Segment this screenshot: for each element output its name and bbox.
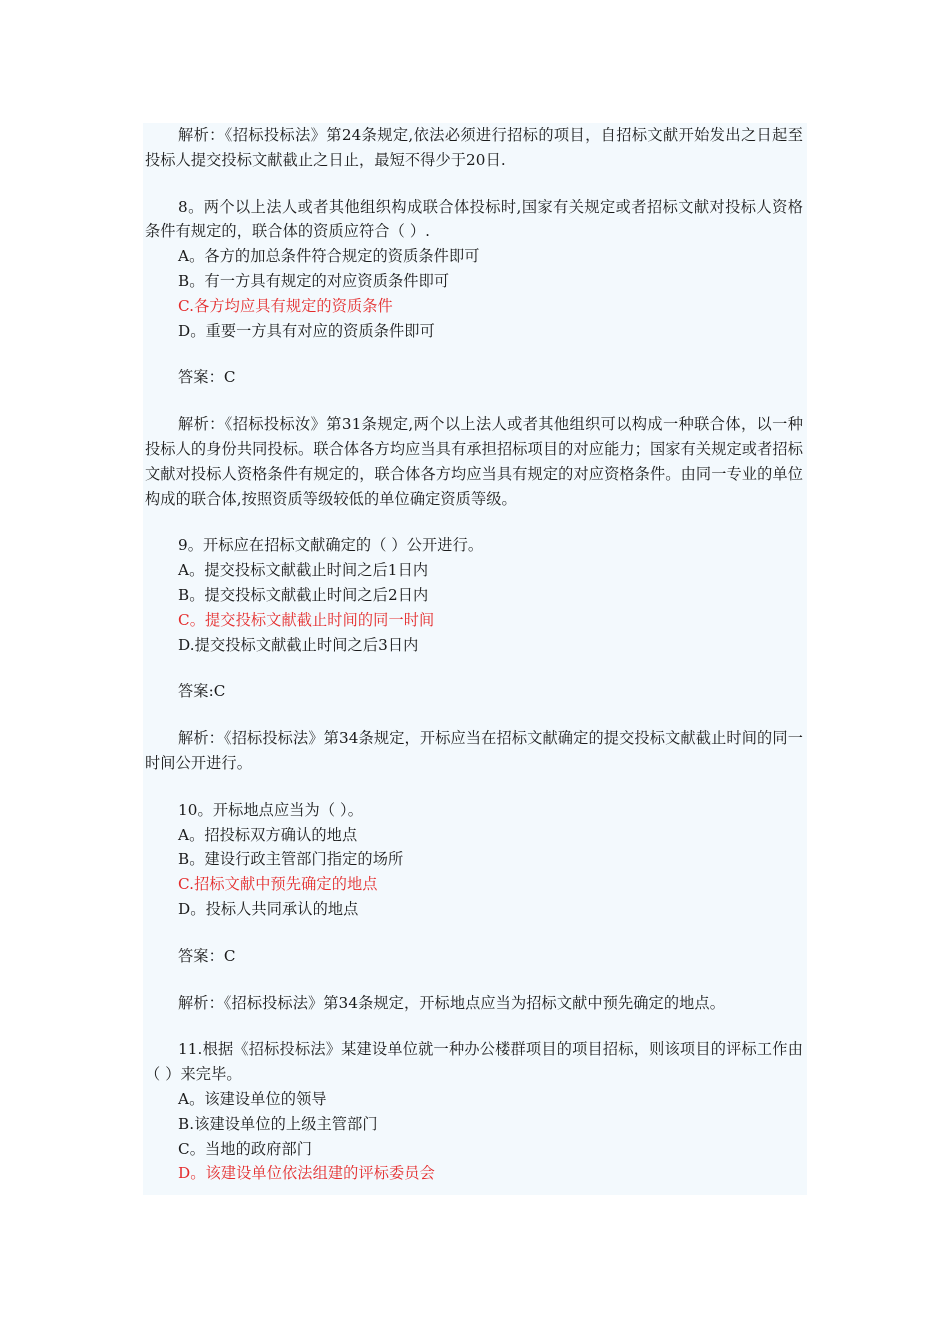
question-9-explanation: 解析：《招标投标法》第34条规定，开标应当在招标文献确定的提交投标文献截止时间的同一时间公开进行。 [145, 729, 803, 772]
question-9-text: 9。开标应在招标文献确定的（ ）公开进行。 [178, 536, 484, 555]
question-9-option-d: D.提交投标文献截止时间之后3日内 [178, 635, 419, 654]
question-8-text: 8。两个以上法人或者其他组织构成联合体投标时,国家有关规定或者招标文献对投标人资格条件有规定的，联合体的资质应符合（ ）. [145, 197, 803, 241]
document-body [143, 123, 807, 1195]
question-9-answer: 答案:C [178, 682, 226, 701]
question-10-option-d: D。投标人共同承认的地点 [178, 899, 359, 918]
explanation-text: 解析：《招标投标法》第24条规定,依法必须进行招标的项目，自招标文献开始发出之日起至投标人提交投标文献截止之日止，最短不得少于20日. [145, 126, 803, 169]
question-10-option-a: A。招投标双方确认的地点 [178, 825, 358, 844]
question-11-option-a: A。该建设单位的领导 [178, 1089, 327, 1108]
spacer [145, 1015, 803, 1037]
spacer [145, 173, 803, 195]
spacer [145, 922, 803, 944]
question-8-explanation: 解析：《招标投标汝》第31条规定,两个以上法人或者其他组织可以构成一种联合体，以一种投标人的身份共同投标。联合体各方均应当具有承担招标项目的对应能力；国家有关规定或者招标文献对投标人资格条件有规定的，联合体各方均应当具有规定的对应资格条件。由同一专业的单位构成的联合体,按照资质等级较低的单位确定资质等级。 [145, 415, 803, 508]
question-10-text: 10。开标地点应当为（ ）。 [178, 800, 364, 819]
question-10-explanation: 解析：《招标投标法》第34条规定，开标地点应当为招标文献中预先确定的地点。 [178, 993, 725, 1012]
question-10-answer: 答案：C [178, 946, 236, 965]
question-8-option-d: D。重要一方具有对应的资质条件即可 [178, 321, 435, 340]
question-9-option-b: B。提交投标文献截止时间之后2日内 [178, 585, 429, 604]
question-8-answer: 答案：C [178, 368, 236, 387]
spacer [145, 704, 803, 726]
spacer [145, 657, 803, 679]
question-8-option-b: B。有一方具有规定的对应资质条件即可 [178, 271, 450, 290]
question-11-option-b: B.该建设单位的上级主管部门 [178, 1114, 378, 1133]
question-9-option-c-correct: C。提交投标文献截止时间的同一时间 [178, 610, 435, 629]
spacer [145, 776, 803, 798]
question-11-text: 11.根据《招标投标法》某建设单位就一种办公楼群项目的项目招标，则该项目的评标工作由（ ）来完毕。 [145, 1040, 803, 1084]
spacer [145, 390, 803, 412]
question-8-option-c-correct: C.各方均应具有规定的资质条件 [178, 296, 393, 315]
question-8-option-a: A。各方的加总条件符合规定的资质条件即可 [178, 247, 480, 266]
spacer [145, 969, 803, 991]
question-10-option-b: B。建设行政主管部门指定的场所 [178, 850, 404, 869]
question-11-option-d-correct: D。该建设单位依法组建的评标委员会 [178, 1164, 435, 1183]
question-10-option-c-correct: C.招标文献中预先确定的地点 [178, 875, 378, 894]
spacer [145, 511, 803, 533]
question-11-option-c: C。当地的政府部门 [178, 1139, 313, 1158]
spacer [145, 343, 803, 365]
question-9-option-a: A。提交投标文献截止时间之后1日内 [178, 561, 429, 580]
